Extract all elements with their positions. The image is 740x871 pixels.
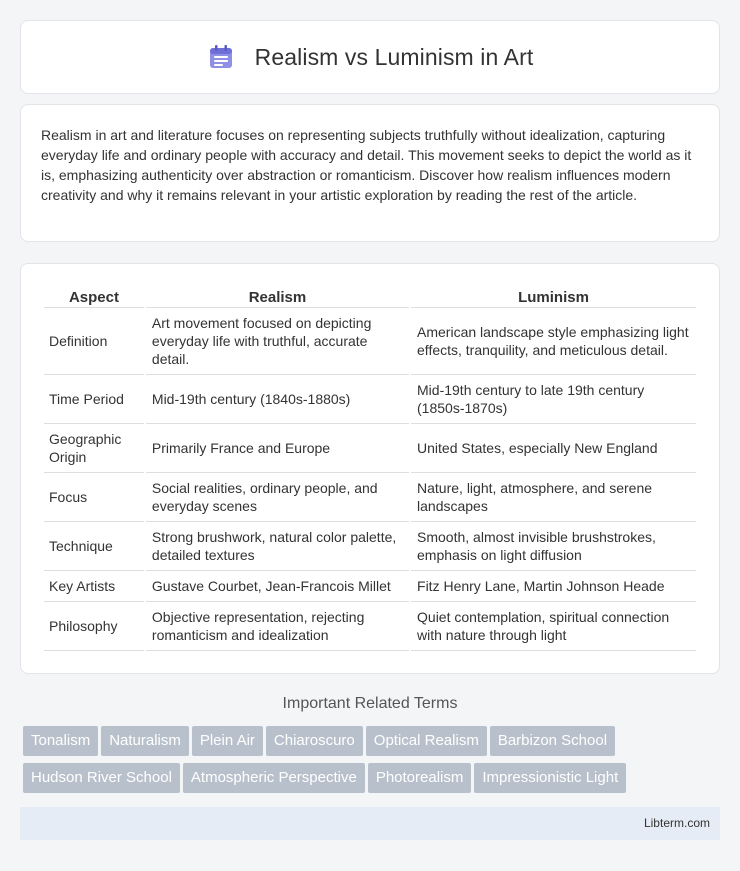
page-title: Realism vs Luminism in Art [254, 43, 534, 70]
table-row [44, 424, 696, 473]
table-row [44, 571, 696, 602]
row-realism: Primarily France and Europe [146, 424, 409, 473]
row-realism: Social realities, ordinary people, and everyday scenes [146, 473, 409, 522]
related-term-tag[interactable]: Atmospheric Perspective [183, 763, 365, 793]
related-terms-title: Important Related Terms [282, 695, 458, 712]
table-row [44, 375, 696, 424]
row-realism: Objective representation, rejecting romanticism and idealization [146, 602, 409, 651]
comparison-table-card [20, 263, 720, 674]
row-aspect: Philosophy [44, 602, 144, 651]
row-realism: Art movement focused on depicting everyday life with truthful, accurate detail. [146, 308, 409, 375]
footer [20, 807, 720, 840]
row-luminism: United States, especially New England [411, 424, 696, 473]
table-row [44, 522, 696, 571]
row-aspect: Geographic Origin [44, 424, 144, 473]
related-term-tag[interactable]: Chiaroscuro [266, 726, 363, 756]
row-luminism: Fitz Henry Lane, Martin Johnson Heade [411, 571, 696, 602]
row-luminism: Smooth, almost invisible brushstrokes, emphasis on light diffusion [411, 522, 696, 571]
row-aspect: Key Artists [44, 571, 144, 602]
related-term-tag[interactable]: Photorealism [368, 763, 472, 793]
row-realism: Mid-19th century (1840s-1880s) [146, 375, 409, 424]
related-term-tag[interactable]: Impressionistic Light [474, 763, 626, 793]
related-term-tag[interactable]: Hudson River School [23, 763, 180, 793]
row-luminism: Nature, light, atmosphere, and serene landscapes [411, 473, 696, 522]
row-aspect: Focus [44, 473, 144, 522]
related-terms-list [23, 726, 723, 800]
table-row [44, 473, 696, 522]
row-luminism: American landscape style emphasizing light effects, tranquility, and meticulous detail. [411, 308, 696, 375]
title-card [20, 20, 720, 94]
related-term-tag[interactable]: Naturalism [101, 726, 189, 756]
row-aspect: Technique [44, 522, 144, 571]
table-row [44, 602, 696, 651]
row-aspect: Definition [44, 308, 144, 375]
intro-text: Realism in art and literature focuses on representing subjects truthfully without idealization, capturing everyday life and ordinary people with accuracy and detail. This movement seeks to depict the world as it is, emphasizing authenticity over abstraction or romanticism. Discover how realism influences modern creativity and why it remains relevant in your artistic exploration by reading the rest of the article. [41, 127, 692, 203]
related-term-tag[interactable]: Plein Air [192, 726, 263, 756]
related-term-tag[interactable]: Barbizon School [490, 726, 615, 756]
footer-site-link[interactable]: Libterm.com [643, 816, 710, 830]
header-luminism: Luminism [411, 286, 696, 308]
row-aspect: Time Period [44, 375, 144, 424]
intro-card [20, 104, 720, 242]
row-realism: Gustave Courbet, Jean-Francois Millet [146, 571, 409, 602]
table-header-row [44, 286, 696, 308]
row-luminism: Mid-19th century to late 19th century (1850s-1870s) [411, 375, 696, 424]
header-aspect: Aspect [44, 286, 144, 308]
table-row [44, 308, 696, 375]
row-realism: Strong brushwork, natural color palette, detailed textures [146, 522, 409, 571]
header-realism: Realism [146, 286, 409, 308]
comparison-table [42, 286, 698, 651]
row-luminism: Quiet contemplation, spiritual connection with nature through light [411, 602, 696, 651]
calendar-icon [207, 43, 235, 71]
related-term-tag[interactable]: Optical Realism [366, 726, 487, 756]
related-term-tag[interactable]: Tonalism [23, 726, 98, 756]
